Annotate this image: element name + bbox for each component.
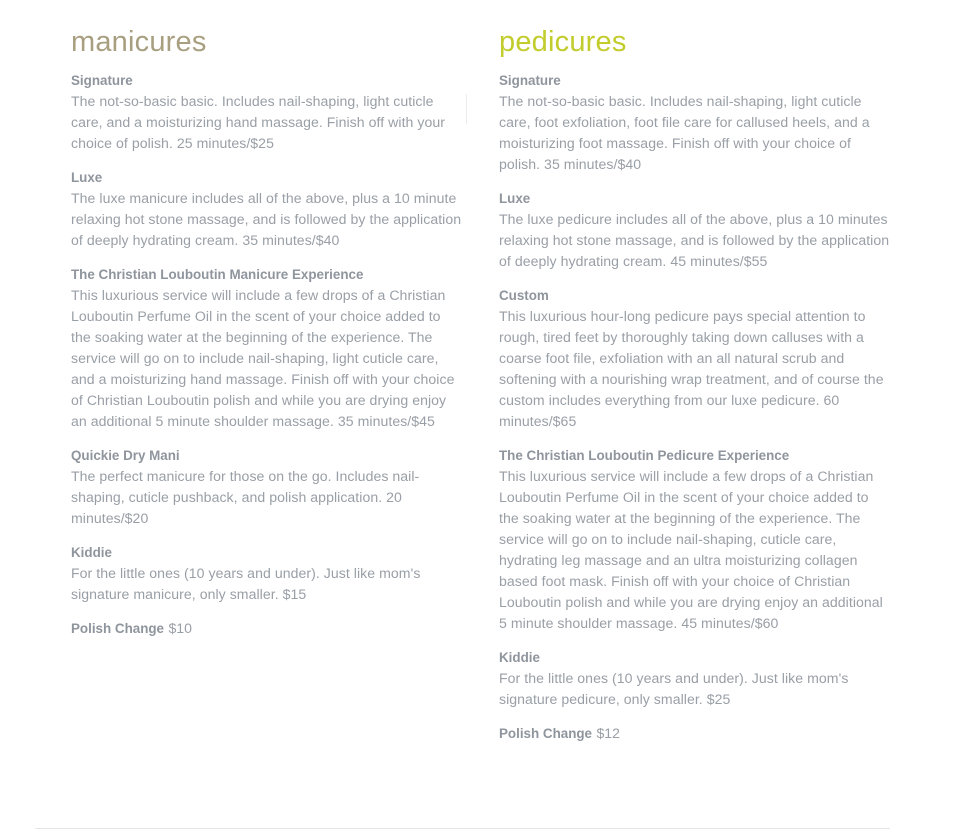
pedicures-heading: pedicures [499,26,627,58]
service-title: Custom [499,288,549,303]
service-item [499,285,891,432]
polish-change-item [71,618,463,639]
pedicures-column [499,24,891,757]
footer-divider [35,828,890,829]
polish-change-price: $10 [168,620,192,636]
service-title: Signature [499,73,561,88]
service-title: Signature [71,73,133,88]
column-divider [466,94,467,124]
manicures-column [71,24,463,652]
service-description: The not-so-basic basic. Includes nail-shaping, light cuticle care, and a moisturizing hand massage. Finish off with your choice of polish. 25 minutes/$25 [71,93,446,151]
service-description: The not-so-basic basic. Includes nail-shaping, light cuticle care, foot exfoliation, foot file care for callused heels, and a moisturizing foot massage. Finish off with your choice of polish. 35 minutes/$40 [499,93,870,172]
polish-change-title: Polish Change [71,621,165,636]
service-description: The luxe manicure includes all of the above, plus a 10 minute relaxing hot stone massage, and is followed by the application of deeply hydrating cream. 35 minutes/$40 [71,190,462,248]
polish-change-price: $12 [596,725,620,741]
service-item [71,542,463,605]
service-item [499,70,891,175]
service-title: The Christian Louboutin Pedicure Experience [499,448,790,463]
service-title: The Christian Louboutin Manicure Experience [71,267,364,282]
service-item [71,445,463,529]
service-description: This luxurious hour-long pedicure pays special attention to rough, tired feet by thoroughly taking down calluses with a coarse foot file, exfoliation with an all natural scrub and softening with a nourishing wrap treatment, and of course the custom includes everything from our luxe pedicure. 60 minutes/$65 [499,308,884,429]
service-item [71,264,463,432]
service-title: Luxe [499,191,531,206]
service-item [499,445,891,634]
service-title: Kiddie [499,650,540,665]
polish-change-item [499,723,891,744]
service-description: This luxurious service will include a few drops of a Christian Louboutin Perfume Oil in the scent of your choice added to the soaking water at the beginning of the experience. The service will go on to include nail-shaping, cuticle care, hydrating leg massage and an ultra moisturizing collagen based foot mask. Finish off with your choice of Christian Louboutin polish and while you are drying enjoy an additional 5 minute shoulder massage. 45 minutes/$60 [499,468,883,631]
service-item [499,188,891,272]
service-description: For the little ones (10 years and under). Just like mom's signature pedicure, only smaller. $25 [499,670,849,707]
service-item [71,167,463,251]
service-description: The perfect manicure for those on the go. Includes nail-shaping, cuticle pushback, and polish application. 20 minutes/$20 [71,468,420,526]
service-description: For the little ones (10 years and under). Just like mom's signature manicure, only smaller. $15 [71,565,421,602]
service-description: The luxe pedicure includes all of the above, plus a 10 minutes relaxing hot stone massage, and is followed by the application of deeply hydrating cream. 45 minutes/$55 [499,211,890,269]
polish-change-title: Polish Change [499,726,593,741]
service-title: Luxe [71,170,103,185]
service-item [499,647,891,710]
manicures-heading: manicures [71,26,207,58]
service-title: Quickie Dry Mani [71,448,180,463]
service-description: This luxurious service will include a few drops of a Christian Louboutin Perfume Oil in the scent of your choice added to the soaking water at the beginning of the experience. The service will go on to include nail-shaping, light cuticle care, and a moisturizing hand massage. Finish off with your choice of Christian Louboutin polish and while you are drying enjoy an additional 5 minute shoulder massage. 35 minutes/$45 [71,287,455,429]
service-title: Kiddie [71,545,112,560]
service-item [71,70,463,154]
